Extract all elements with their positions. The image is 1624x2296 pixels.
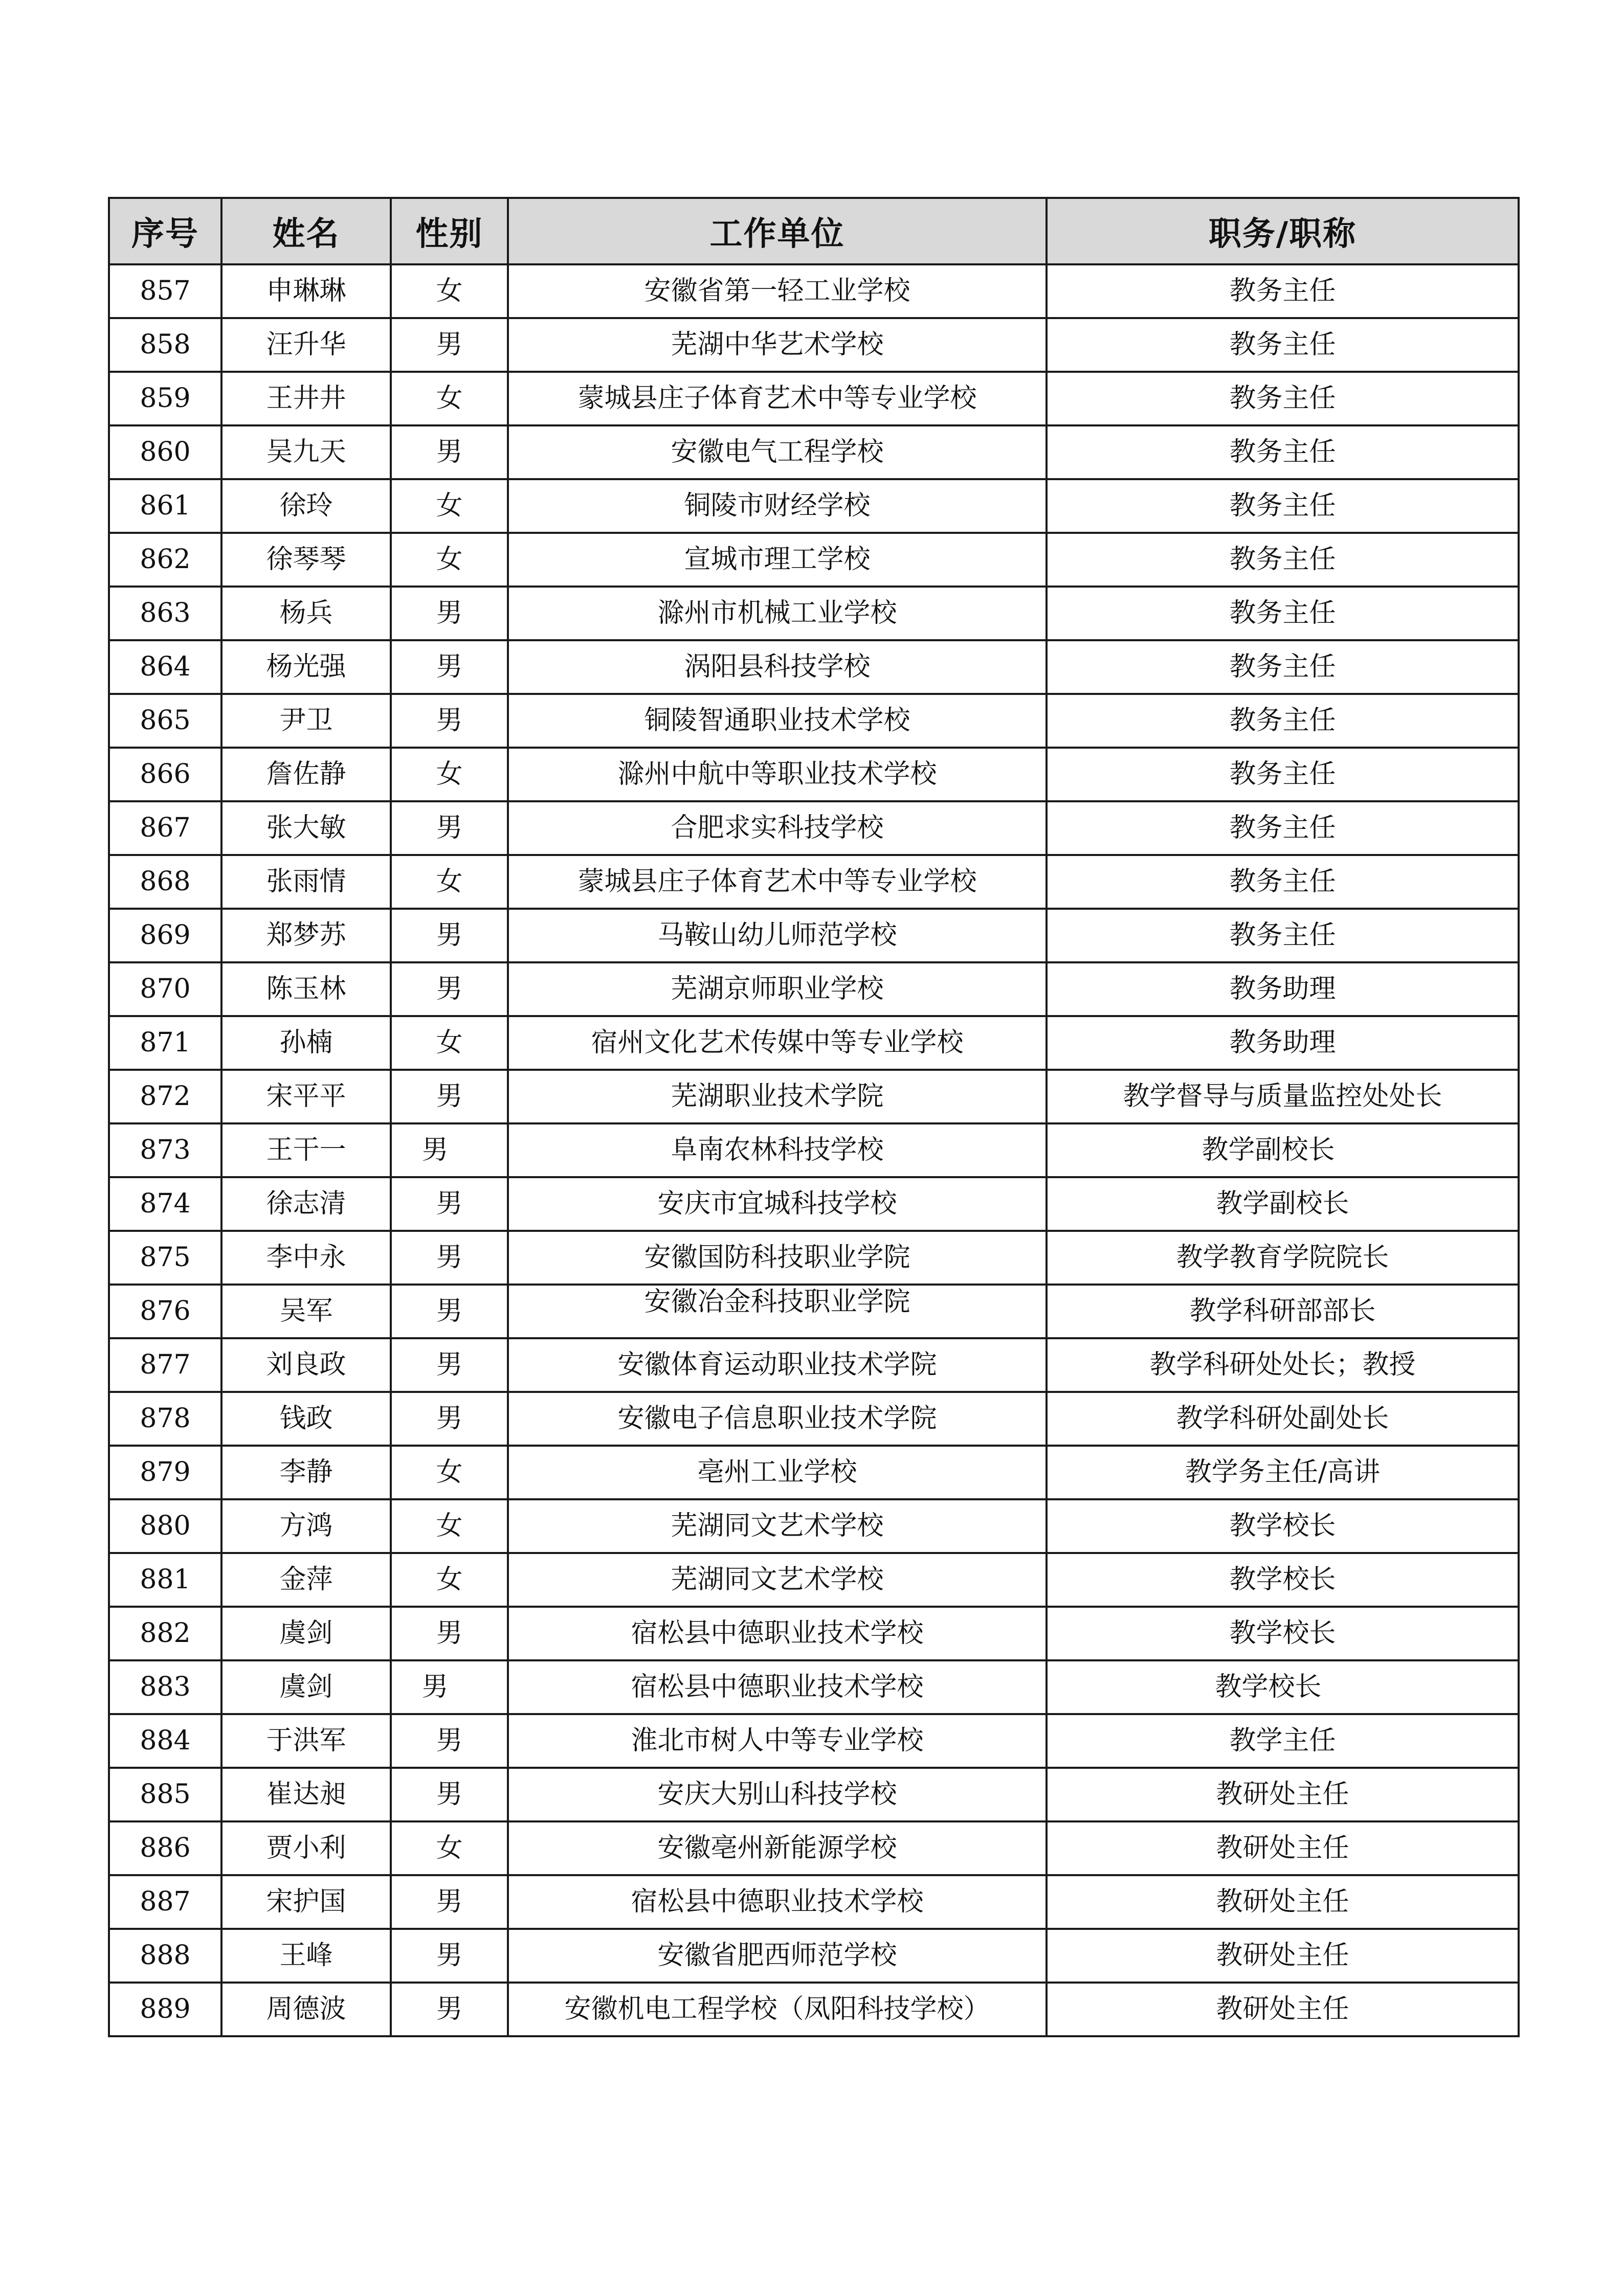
row-work-unit: 安庆大别山科技学校 [508,1768,1047,1821]
row-seq: 880 [109,1499,221,1553]
row-gender: 女 [391,1821,508,1875]
row-position-title: 教务主任 [1047,264,1519,318]
row-gender: 男 [391,801,508,855]
row-seq: 858 [109,318,221,372]
row-gender: 男 [391,425,508,479]
row-gender: 女 [391,1499,508,1553]
row-name: 宋平平 [221,1070,391,1123]
row-seq: 882 [109,1607,221,1660]
row-work-unit: 安徽电子信息职业技术学院 [508,1392,1047,1446]
row-gender: 男 [391,1607,508,1660]
row-gender: 男 [391,962,508,1016]
row-name: 徐志清 [221,1177,391,1231]
row-seq: 879 [109,1446,221,1499]
row-seq: 877 [109,1338,221,1392]
row-seq: 886 [109,1821,221,1875]
row-gender: 女 [391,1553,508,1607]
row-seq: 881 [109,1553,221,1607]
table-row [109,479,1519,533]
row-seq: 884 [109,1714,221,1768]
row-gender: 女 [391,1446,508,1499]
row-position-title: 教学科研部部长 [1047,1285,1519,1338]
table-row [109,962,1519,1016]
row-position-title: 教学校长 [1047,1553,1519,1607]
row-position-title-text: 教学校长 [1215,1671,1322,1702]
row-seq: 870 [109,962,221,1016]
row-seq: 862 [109,533,221,587]
row-gender: 男 [391,1392,508,1446]
row-gender: 男 [391,587,508,640]
row-position-title [1047,1660,1519,1714]
table-row [109,1177,1519,1231]
row-position-title-text: 教学副校长 [1202,1134,1335,1165]
row-work-unit: 淮北市树人中等专业学校 [508,1714,1047,1768]
row-name: 徐琴琴 [221,533,391,587]
row-gender: 男 [391,909,508,962]
row-name: 詹佐静 [221,748,391,801]
row-name: 杨光强 [221,640,391,694]
row-name: 虞剑 [221,1660,391,1714]
row-seq: 859 [109,372,221,425]
row-seq: 887 [109,1875,221,1929]
row-seq: 878 [109,1392,221,1446]
row-name: 尹卫 [221,694,391,748]
table-row [109,1123,1519,1177]
table-row [109,1016,1519,1070]
row-position-title: 教务主任 [1047,425,1519,479]
row-name: 虞剑 [221,1607,391,1660]
row-position-title: 教学督导与质量监控处处长 [1047,1070,1519,1123]
row-position-title: 教学务主任/高讲 [1047,1446,1519,1499]
row-gender: 女 [391,372,508,425]
table-row [109,587,1519,640]
row-name: 郑梦苏 [221,909,391,962]
row-work-unit: 芜湖中华艺术学校 [508,318,1047,372]
table-row [109,425,1519,479]
table-row [109,801,1519,855]
row-gender: 男 [391,1875,508,1929]
row-position-title: 教务主任 [1047,372,1519,425]
row-seq: 874 [109,1177,221,1231]
row-name: 钱政 [221,1392,391,1446]
row-position-title: 教研处主任 [1047,1875,1519,1929]
row-name: 申琳琳 [221,264,391,318]
row-position-title: 教学教育学院院长 [1047,1231,1519,1285]
header-name: 姓名 [221,198,391,264]
table-row [109,909,1519,962]
row-name: 陈玉林 [221,962,391,1016]
row-gender: 女 [391,533,508,587]
row-work-unit: 安徽体育运动职业技术学院 [508,1338,1047,1392]
row-name: 方鸿 [221,1499,391,1553]
row-gender: 女 [391,479,508,533]
row-gender: 男 [391,1714,508,1768]
row-gender: 男 [391,1983,508,2036]
row-name: 李静 [221,1446,391,1499]
row-work-unit: 安徽亳州新能源学校 [508,1821,1047,1875]
row-gender: 男 [391,1070,508,1123]
row-work-unit: 宣城市理工学校 [508,533,1047,587]
row-position-title: 教学科研处处长；教授 [1047,1338,1519,1392]
row-seq: 866 [109,748,221,801]
row-position-title: 教务主任 [1047,640,1519,694]
row-position-title: 教务主任 [1047,694,1519,748]
row-name: 吴九天 [221,425,391,479]
row-name: 周德波 [221,1983,391,2036]
row-gender: 男 [391,1231,508,1285]
table-body [109,264,1519,2036]
roster-table [108,197,1520,2037]
row-seq: 857 [109,264,221,318]
row-name: 王干一 [221,1123,391,1177]
row-work-unit: 涡阳县科技学校 [508,640,1047,694]
table-row [109,372,1519,425]
row-gender [391,1660,508,1714]
row-position-title: 教务主任 [1047,748,1519,801]
row-work-unit: 宿州文化艺术传媒中等专业学校 [508,1016,1047,1070]
header-work-unit: 工作单位 [508,198,1047,264]
row-seq: 860 [109,425,221,479]
row-name: 宋护国 [221,1875,391,1929]
row-gender: 女 [391,1016,508,1070]
row-work-unit: 滁州市机械工业学校 [508,587,1047,640]
row-gender: 男 [391,694,508,748]
table-row [109,1231,1519,1285]
row-work-unit: 芜湖同文艺术学校 [508,1499,1047,1553]
table-row [109,1983,1519,2036]
row-work-unit: 宿松县中德职业技术学校 [508,1660,1047,1714]
row-work-unit: 蒙城县庄子体育艺术中等专业学校 [508,855,1047,909]
row-work-unit: 阜南农林科技学校 [508,1123,1047,1177]
table-row [109,1499,1519,1553]
row-gender: 男 [391,640,508,694]
row-work-unit: 马鞍山幼儿师范学校 [508,909,1047,962]
row-work-unit: 宿松县中德职业技术学校 [508,1607,1047,1660]
row-position-title: 教务助理 [1047,962,1519,1016]
row-seq: 867 [109,801,221,855]
table-row [109,748,1519,801]
row-work-unit: 蒙城县庄子体育艺术中等专业学校 [508,372,1047,425]
table-row [109,855,1519,909]
row-position-title: 教研处主任 [1047,1929,1519,1983]
row-name: 金萍 [221,1553,391,1607]
row-work-unit: 宿松县中德职业技术学校 [508,1875,1047,1929]
header-gender: 性别 [391,198,508,264]
table-row [109,640,1519,694]
row-position-title: 教务主任 [1047,587,1519,640]
row-name: 于洪军 [221,1714,391,1768]
row-seq: 875 [109,1231,221,1285]
row-gender-text: 男 [421,1671,449,1702]
row-seq: 871 [109,1016,221,1070]
row-gender: 女 [391,855,508,909]
row-name: 王峰 [221,1929,391,1983]
row-work-unit [508,1285,1047,1338]
row-position-title: 教学副校长 [1047,1177,1519,1231]
row-seq: 876 [109,1285,221,1338]
table-row [109,1714,1519,1768]
row-seq: 888 [109,1929,221,1983]
row-position-title: 教学校长 [1047,1607,1519,1660]
row-position-title: 教研处主任 [1047,1821,1519,1875]
row-position-title: 教研处主任 [1047,1768,1519,1821]
table-row [109,1070,1519,1123]
table-row [109,1553,1519,1607]
row-gender: 男 [391,1285,508,1338]
row-work-unit: 亳州工业学校 [508,1446,1047,1499]
row-seq: 861 [109,479,221,533]
row-work-unit: 安庆市宜城科技学校 [508,1177,1047,1231]
table-row [109,1338,1519,1392]
row-position-title: 教务主任 [1047,533,1519,587]
row-work-unit: 安徽机电工程学校（凤阳科技学校） [508,1983,1047,2036]
row-name: 徐玲 [221,479,391,533]
table-row [109,694,1519,748]
table-row [109,1607,1519,1660]
table-header-row [109,198,1519,264]
row-name: 贾小利 [221,1821,391,1875]
table-row [109,318,1519,372]
row-seq: 885 [109,1768,221,1821]
row-work-unit: 安徽国防科技职业学院 [508,1231,1047,1285]
row-name: 张雨情 [221,855,391,909]
row-seq: 863 [109,587,221,640]
row-seq: 868 [109,855,221,909]
row-gender-text: 男 [421,1134,449,1165]
row-work-unit: 铜陵智通职业技术学校 [508,694,1047,748]
row-seq: 865 [109,694,221,748]
table-row [109,1285,1519,1338]
row-gender: 女 [391,264,508,318]
row-position-title: 教务主任 [1047,909,1519,962]
row-work-unit: 安徽省第一轻工业学校 [508,264,1047,318]
row-position-title [1047,1123,1519,1177]
header-seq: 序号 [109,198,221,264]
row-seq: 864 [109,640,221,694]
row-work-unit: 芜湖同文艺术学校 [508,1553,1047,1607]
row-work-unit: 芜湖职业技术学院 [508,1070,1047,1123]
header-position-title: 职务/职称 [1047,198,1519,264]
row-name: 王井井 [221,372,391,425]
row-work-unit: 芜湖京师职业学校 [508,962,1047,1016]
row-position-title: 教学校长 [1047,1499,1519,1553]
row-work-unit: 安徽省肥西师范学校 [508,1929,1047,1983]
row-gender: 男 [391,1929,508,1983]
row-position-title: 教学主任 [1047,1714,1519,1768]
table-row [109,1875,1519,1929]
row-work-unit-text: 安徽冶金科技职业学院 [644,1288,910,1317]
row-gender: 男 [391,1768,508,1821]
row-position-title: 教务主任 [1047,318,1519,372]
row-gender: 男 [391,1338,508,1392]
row-name: 李中永 [221,1231,391,1285]
row-seq: 873 [109,1123,221,1177]
table-row [109,1392,1519,1446]
row-work-unit: 合肥求实科技学校 [508,801,1047,855]
row-name: 汪升华 [221,318,391,372]
row-position-title: 教研处主任 [1047,1983,1519,2036]
table-row [109,533,1519,587]
row-gender: 男 [391,1177,508,1231]
row-work-unit: 滁州中航中等职业技术学校 [508,748,1047,801]
table-row [109,1660,1519,1714]
row-position-title: 教务助理 [1047,1016,1519,1070]
row-name: 刘良政 [221,1338,391,1392]
row-position-title: 教学科研处副处长 [1047,1392,1519,1446]
row-seq: 889 [109,1983,221,2036]
row-work-unit: 安徽电气工程学校 [508,425,1047,479]
table-row [109,1821,1519,1875]
row-name: 张大敏 [221,801,391,855]
row-name: 吴军 [221,1285,391,1338]
row-seq: 869 [109,909,221,962]
table-row [109,1768,1519,1821]
row-gender [391,1123,508,1177]
row-position-title: 教务主任 [1047,479,1519,533]
table-row [109,264,1519,318]
row-seq: 883 [109,1660,221,1714]
row-name: 孙楠 [221,1016,391,1070]
table-row [109,1929,1519,1983]
row-name: 杨兵 [221,587,391,640]
row-gender: 男 [391,318,508,372]
row-position-title: 教务主任 [1047,801,1519,855]
row-work-unit: 铜陵市财经学校 [508,479,1047,533]
row-gender: 女 [391,748,508,801]
table-row [109,1446,1519,1499]
row-seq: 872 [109,1070,221,1123]
row-position-title: 教务主任 [1047,855,1519,909]
row-name: 崔达昶 [221,1768,391,1821]
